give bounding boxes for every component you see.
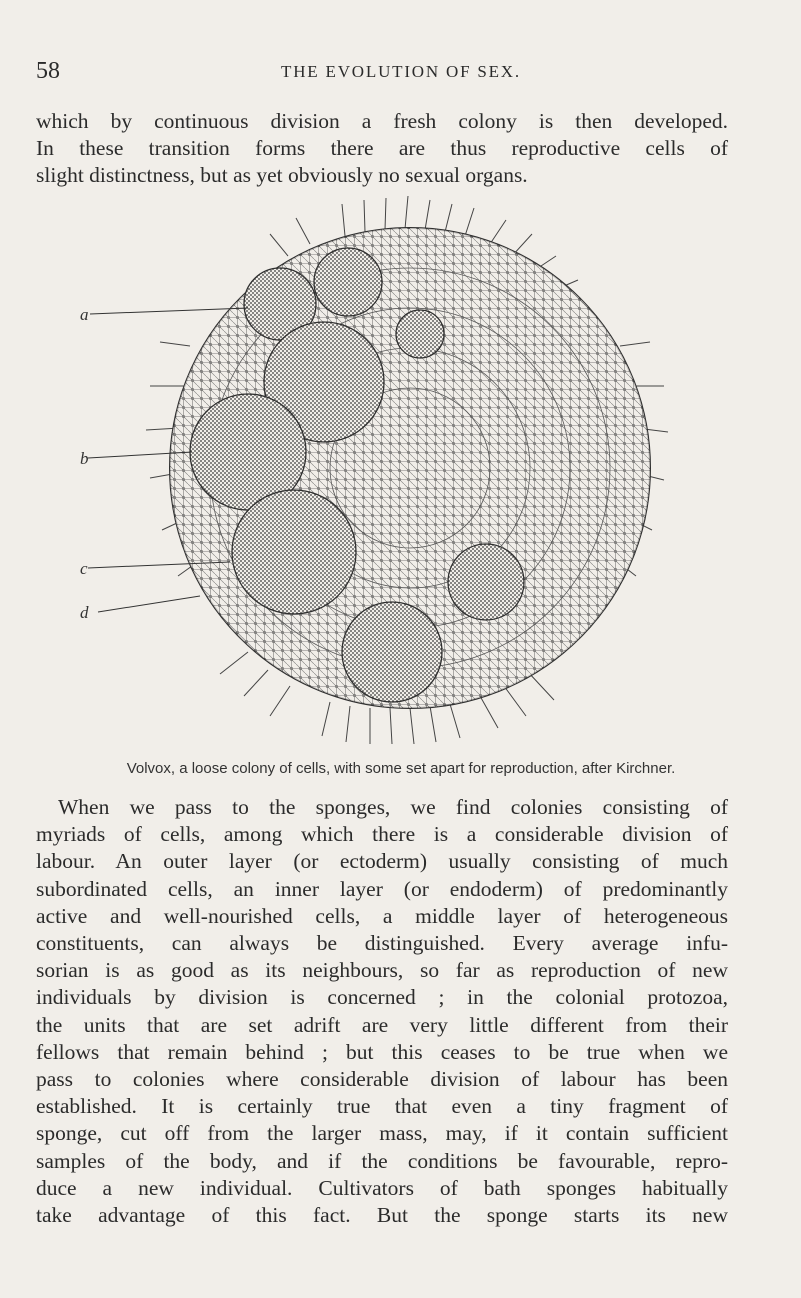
text-line: the units that are set adrift are very little different from their <box>36 1012 728 1037</box>
text-line: labour. An outer layer (or ectoderm) usually consisting of much <box>36 849 728 874</box>
figure-caption: Volvox, a loose colony of cells, with some set apart for reproduction, after Kirchner. <box>126 760 676 777</box>
text-line: myriads of cells, among which there is a considerable division of <box>36 822 728 847</box>
text-line: samples of the body, and if the conditions be favourable, repro- <box>36 1148 728 1173</box>
text-line: subordinated cells, an inner layer (or endoderm) of predominantly <box>36 876 728 901</box>
page-number: 58 <box>36 58 60 84</box>
text-line: take advantage of this fact. But the sponge starts its new <box>36 1203 728 1228</box>
text-line: slight distinctness, but as yet obviously no sexual organs. <box>36 163 528 188</box>
figure-label-d: d <box>80 603 89 622</box>
text-line: pass to colonies where considerable division of labour has been <box>36 1067 728 1092</box>
text-line: established. It is certainly true that even a tiny fragment of <box>36 1094 728 1119</box>
text-line: sponge, cut off from the larger mass, may, if it contain sufficient <box>36 1121 728 1146</box>
text-line: When we pass to the sponges, we find colonies consisting of <box>58 795 728 819</box>
text-line: which by continuous division a fresh colony is then developed. <box>36 109 728 133</box>
running-head: THE EVOLUTION OF SEX. <box>281 62 521 81</box>
text-line: duce a new individual. Cultivators of bath sponges habitually <box>36 1175 728 1200</box>
text-line: constituents, can always be distinguished. Every average infu- <box>36 931 728 956</box>
page-header <box>36 58 766 88</box>
text-line: In these transition forms there are thus reproductive cells of <box>36 136 728 161</box>
text-line: fellows that remain behind ; but this ceases to be true when we <box>36 1039 728 1064</box>
paragraph-2 <box>36 794 728 1229</box>
figure-label-c: c <box>80 559 88 578</box>
figure-label-b: b <box>80 449 89 468</box>
volvox-figure <box>80 196 700 756</box>
paragraph-1 <box>36 108 728 190</box>
text-line: individuals by division is concerned ; in the colonial protozoa, <box>36 985 728 1010</box>
text-line: active and well-nourished cells, a middle layer of heterogeneous <box>36 903 728 928</box>
figure-label-a: a <box>80 305 89 324</box>
text-line: sorian is as good as its neighbours, so far as reproduction of new <box>36 958 728 983</box>
